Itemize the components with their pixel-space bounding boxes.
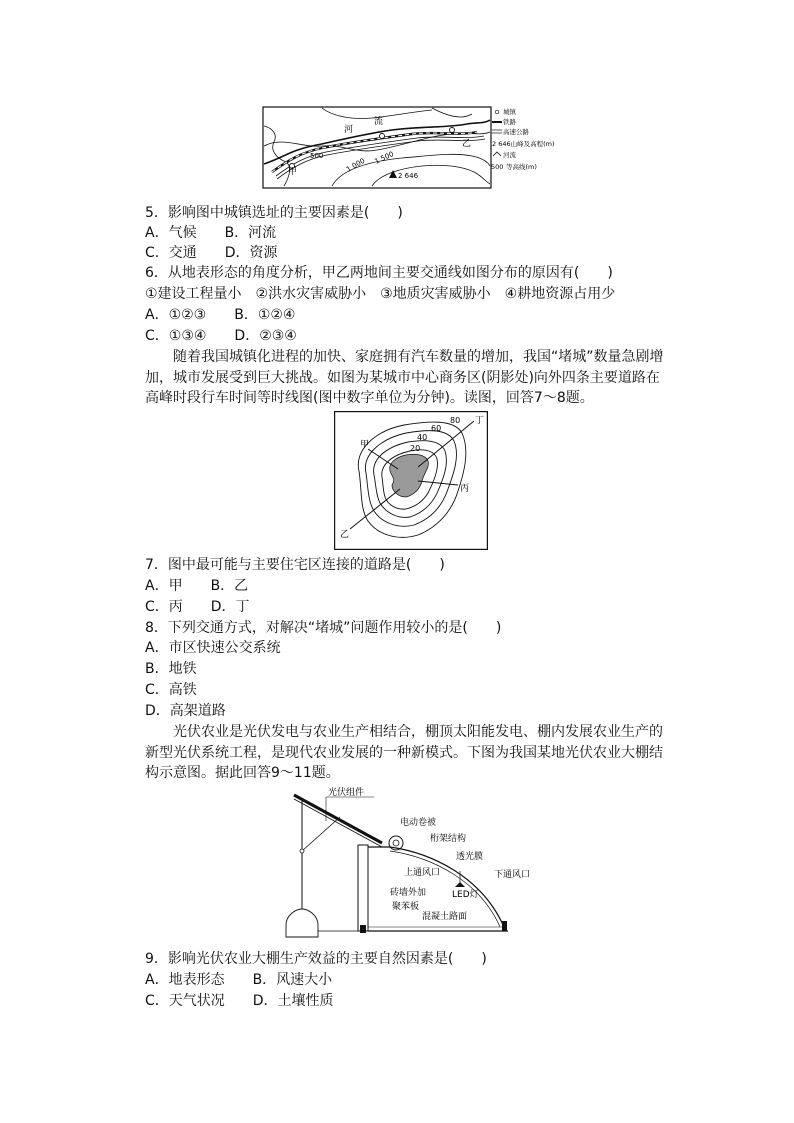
label-roller: 电动卷被: [400, 818, 437, 828]
label-foam: 聚苯板: [392, 902, 420, 912]
label-he: 河: [344, 125, 354, 135]
label-road: 混凝土路面: [422, 912, 468, 922]
q8-option-c: C．高铁: [145, 682, 197, 698]
legend-contour-num: 500: [491, 163, 504, 171]
intro-7-8: 随着我国城镇化进程的加快、家庭拥有汽车数量的增加，我国“堵城”数量急剧增加，城市发展受到巨大挑战。如图为某城市中心商务区(阴影处)向外四条主要道路在高峰时段行车时间等时线图(图中数字单位为分钟)。读图，回答7～8题。: [145, 349, 664, 406]
q6-items: ①建设工程量小 ②洪水灾害威胁小 ③地质灾害威胁小 ④耕地资源占用少: [145, 286, 616, 302]
q7-stem: 7．图中最可能与主要住宅区连接的道路是( ): [145, 557, 445, 573]
town-icon: [450, 128, 455, 133]
q5-options-cd: C．交通 D．资源: [145, 245, 278, 261]
label-upper-vent: 上通风口: [404, 868, 441, 878]
legend-town-icon: [495, 110, 499, 114]
q8-option-d: D．高架道路: [145, 703, 226, 719]
q9-stem: 9．影响光伏农业大棚生产效益的主要自然因素是( ): [145, 951, 487, 967]
label-liu: 流: [374, 117, 384, 127]
isochrone-label-80: 80: [450, 416, 461, 425]
isochrone-svg: [334, 411, 488, 550]
q8-option-b: B．地铁: [145, 661, 197, 677]
pv-foundation: [286, 909, 318, 937]
q6-options-ab: A．①②③ B．①②④: [145, 307, 296, 323]
q5-options-ab: A．气候 B．河流: [145, 225, 277, 241]
pv-joint: [300, 849, 304, 853]
label-truss: 桁架结构: [430, 834, 467, 844]
q9-options-ab: A．地表形态 B．风速大小: [145, 972, 333, 988]
isochrone-label-40: 40: [417, 433, 428, 442]
q5-stem: 5．影响图中城镇选址的主要因素是( ): [145, 205, 403, 221]
roller-inner: [393, 840, 399, 846]
legend-river-icon: [493, 152, 501, 156]
legend-highway: 高速公路: [503, 128, 529, 136]
pv-brace: [302, 817, 340, 851]
road-label-ding: 丁: [475, 416, 485, 426]
back-wall: [358, 845, 368, 931]
label-film: 透光膜: [456, 852, 484, 862]
label-c1500: 1 500: [373, 150, 396, 166]
town-icon: [380, 134, 385, 139]
label-lower-vent: 下通风口: [494, 870, 531, 880]
road-label-yi: 乙: [340, 530, 350, 540]
label-c500: 500: [310, 152, 324, 160]
q9-options-cd: C．天气状况 D．土壤性质: [145, 993, 334, 1009]
legend-town: 城镇: [503, 108, 516, 116]
figure-2-isochrone: [334, 411, 488, 550]
label-c1000: 1 000: [345, 156, 367, 174]
label-brick: 砖墙外加: [390, 888, 427, 898]
label-yi: 乙: [462, 139, 472, 149]
isochrone-label-60: 60: [431, 424, 442, 433]
legend-railway-icon: [492, 121, 502, 123]
q6-stem: 6．从地表形态的角度分析，甲乙两地间主要交通线如图分布的原因有( ): [145, 265, 613, 281]
figure-3-greenhouse: [282, 787, 544, 943]
label-peak: 2 646: [398, 172, 419, 180]
q8-stem: 8．下列交通方式，对解决“堵城”问题作用较小的是( ): [145, 620, 502, 636]
label-jia: 甲: [288, 167, 298, 177]
legend-contour: 等高线(m): [506, 163, 537, 171]
led-icon: [455, 882, 465, 887]
road-label-jia: 甲: [360, 440, 370, 450]
legend: [491, 107, 555, 171]
map-svg: [262, 106, 555, 190]
pv-panel-edge: [294, 799, 382, 847]
q7-options-cd: C．丙 D．丁: [145, 599, 250, 615]
q6-options-cd: C．①③④ D．②③④: [145, 328, 297, 344]
intro-9-11: 光伏农业是光伏发电与农业生产相结合，棚顶太阳能发电、棚内发展农业生产的新型光伏系统工程，是现代农业发展的一种新模式。下图为我国某地光伏农业大棚结构示意图。据此回答9～11题。: [145, 724, 663, 781]
label-led: LED灯: [452, 890, 479, 900]
legend-peak: 2 646山峰及高程(m): [492, 140, 555, 148]
legend-railway: 铁路: [503, 118, 516, 126]
road-label-bing: 丙: [460, 484, 470, 494]
wall-base: [360, 925, 366, 933]
front-footing: [502, 921, 507, 931]
q7-options-ab: A．甲 B．乙: [145, 578, 249, 594]
greenhouse-svg: [282, 787, 544, 943]
q8-option-a: A．市区快速公交系统: [145, 640, 281, 656]
legend-river: 河流: [503, 151, 516, 159]
figure-1-map: [262, 106, 555, 190]
label-pv: 光伏组件: [328, 788, 365, 798]
isochrone-label-20: 20: [410, 444, 421, 453]
